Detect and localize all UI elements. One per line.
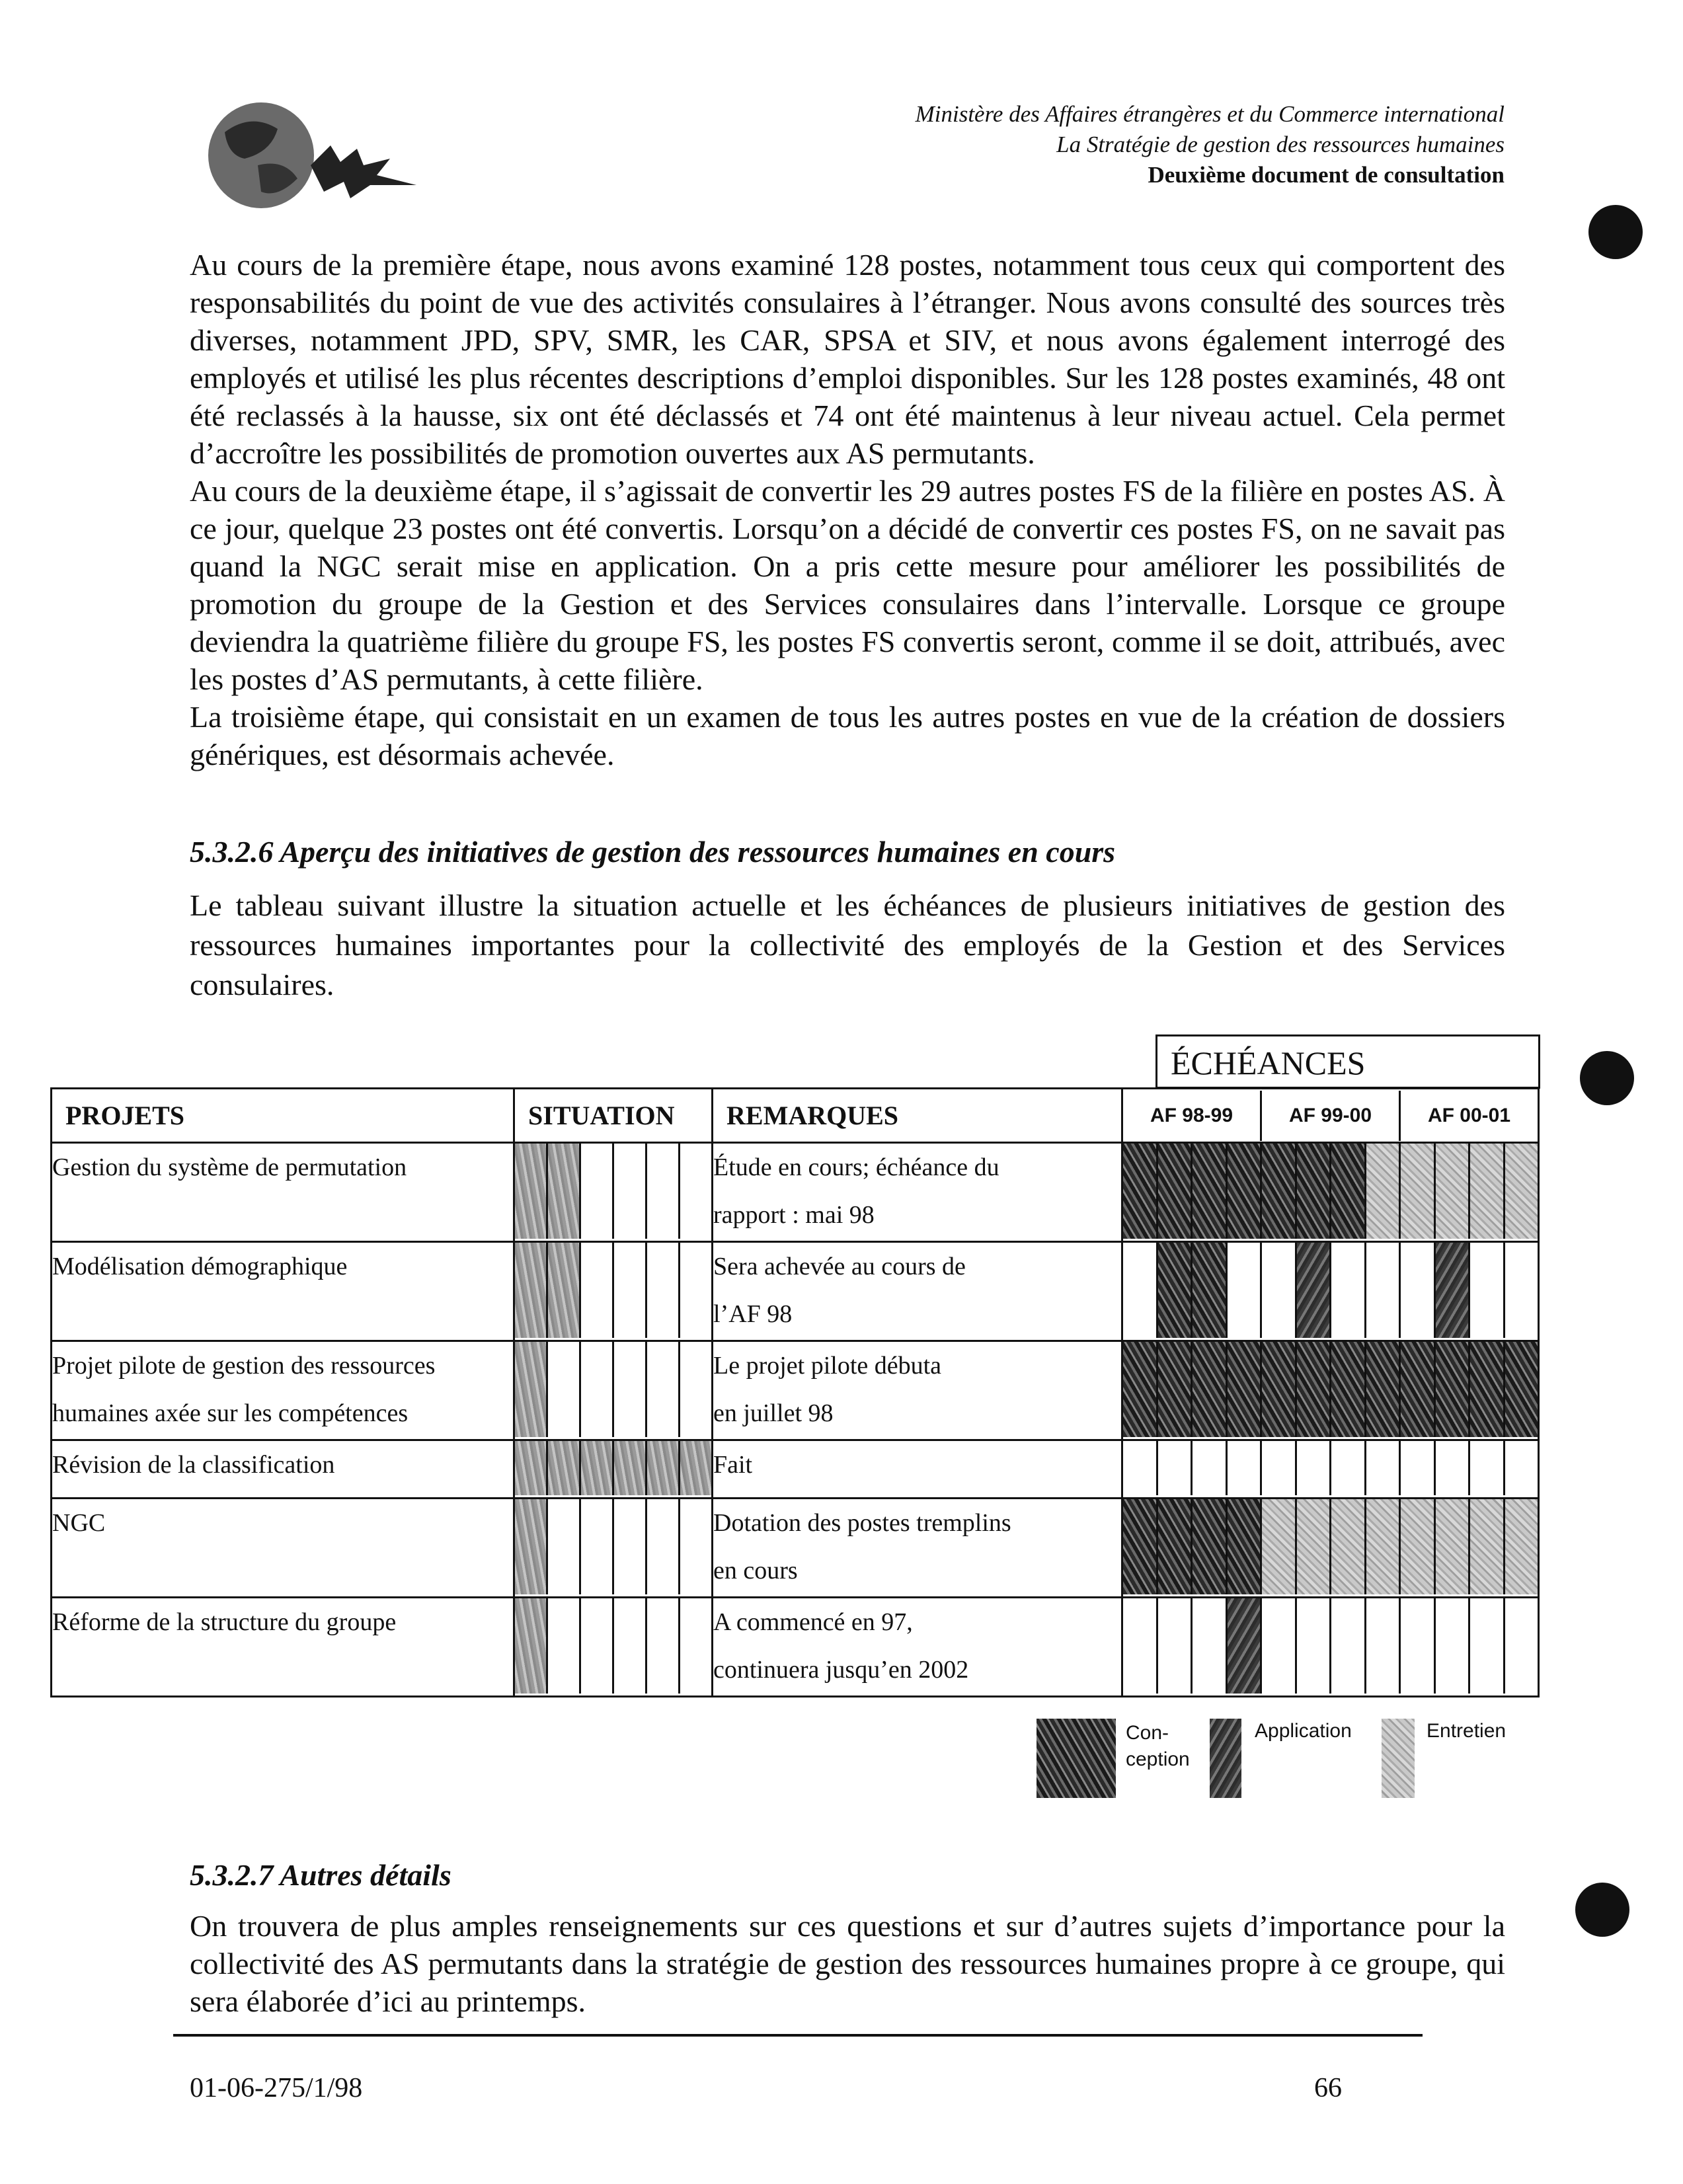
header-ministry: Ministère des Affaires étrangères et du Commerce international — [915, 101, 1505, 127]
legend-label-application: Application — [1255, 1720, 1352, 1742]
ministry-logo — [198, 93, 450, 212]
situation-cell — [514, 1440, 713, 1499]
situation-cell — [514, 1242, 713, 1341]
echeances-header: ÉCHÉANCES — [1155, 1034, 1540, 1089]
legend-swatch-conception — [1037, 1719, 1116, 1798]
table-row — [52, 1143, 1539, 1242]
table-row — [52, 1242, 1539, 1341]
projet-cell: Réforme de la structure du groupe — [52, 1598, 514, 1697]
intro-paragraph — [190, 886, 1505, 1005]
legend-label-conception: Con- ception — [1126, 1722, 1190, 1770]
margin-dot — [1575, 1883, 1629, 1937]
situation-cell — [514, 1341, 713, 1440]
echeance-cell — [1122, 1143, 1539, 1242]
projet-cell: Projet pilote de gestion des ressources humaines axée sur les compétences — [52, 1341, 514, 1440]
echeance-cell — [1122, 1598, 1539, 1697]
page-number: 66 — [1314, 2073, 1342, 2103]
document-header — [916, 99, 1505, 190]
closing-text: On trouvera de plus amples renseignements sur ces questions et sur d’autres sujets d’importance pour la collectivité des AS permutants dans la stratégie de gestion des ressources humaines propre à ce groupe, qui sera élaborée d’ici au printemps. — [190, 1909, 1505, 2018]
header-projets: PROJETS — [52, 1089, 514, 1143]
situation-cell — [514, 1143, 713, 1242]
body-paragraphs — [190, 246, 1505, 773]
legend-swatch-application — [1210, 1719, 1241, 1798]
projet-cell: NGC — [52, 1499, 514, 1598]
header-document: Deuxième document de consultation — [1148, 162, 1505, 188]
intro-text: Le tableau suivant illustre la situation actuelle et les échéances de plusieurs initiatives de gestion des ressources humaines importantes pour la collectivité des employés de la Gestion et des Services consulaires. — [190, 888, 1505, 1001]
remarque-cell: Sera achevée au cours de l’AF 98 — [713, 1242, 1122, 1341]
initiatives-table — [50, 1087, 1540, 1697]
remarque-cell: Dotation des postes tremplins en cours — [713, 1499, 1122, 1598]
echeance-cell — [1122, 1242, 1539, 1341]
section-heading-5326: 5.3.2.6 Aperçu des initiatives de gestion des ressources humaines en cours — [190, 835, 1116, 869]
echeance-cell — [1122, 1341, 1539, 1440]
closing-paragraph — [190, 1907, 1505, 2020]
remarque-cell: Étude en cours; échéance du rapport : mai 98 — [713, 1143, 1122, 1242]
table-row — [52, 1440, 1539, 1499]
remarque-cell: Fait — [713, 1440, 1122, 1499]
header-af-98-99: AF 98-99 — [1123, 1091, 1262, 1141]
echeance-cell — [1122, 1440, 1539, 1499]
remarque-cell: A commencé en 97, continuera jusqu’en 2002 — [713, 1598, 1122, 1697]
echeance-cell — [1122, 1499, 1539, 1598]
paragraph-etape-3: La troisième étape, qui consistait en un examen de tous les autres postes en vue de la création de dossiers génériques, est désormais achevée. — [190, 700, 1505, 771]
footer-reference: 01-06-275/1/98 — [190, 2073, 363, 2103]
paragraph-etape-2: Au cours de la deuxième étape, il s’agissait de convertir les 29 autres postes FS de la filière en postes AS. À ce jour, quelque 23 postes ont été convertis. Lorsqu’on a décidé de convertir ces postes FS, on ne savait pas quand la NGC serait mise en application. On a pris cette mesure pour améliorer les possibilités de promotion du groupe de la Gestion et des Services consulaires dans l’intervalle. Lorsque ce groupe deviendra la quatrième filière du groupe FS, les postes FS convertis seront, comme il se doit, attribués, avec les postes d’AS permutants, à cette filière. — [190, 474, 1505, 696]
legend-label-entretien: Entretien — [1427, 1720, 1507, 1742]
table-row — [52, 1499, 1539, 1598]
footer-rule — [173, 2034, 1423, 2037]
header-remarques: REMARQUES — [713, 1089, 1122, 1143]
header-situation: SITUATION — [514, 1089, 713, 1143]
projet-cell: Modélisation démographique — [52, 1242, 514, 1341]
margin-dot — [1580, 1051, 1634, 1105]
situation-cell — [514, 1598, 713, 1697]
header-af-years — [1122, 1089, 1539, 1143]
header-af-00-01: AF 00-01 — [1427, 1104, 1511, 1126]
table-row — [52, 1341, 1539, 1440]
table-row — [52, 1598, 1539, 1697]
table-header-row — [52, 1089, 1539, 1143]
margin-dot — [1588, 205, 1643, 259]
paragraph-etape-1: Au cours de la première étape, nous avons examiné 128 postes, notamment tous ceux qui comportent des responsabilités du point de vue des activités consulaires à l’étranger. Nous avons consulté des sources très diverses, notamment JPD, SPV, SMR, les CAR, SPSA et SIV, et nous avons également interrogé des employés et utilisé les plus récentes descriptions d’emploi disponibles. Sur les 128 postes examinés, 48 ont été reclassés à la hausse, six ont été déclassés et 74 ont été maintenus à leur niveau actuel. Cela permet d’accroître les possibilités de promotion ouvertes aux AS permutants. — [190, 248, 1505, 470]
situation-cell — [514, 1499, 713, 1598]
header-af-99-00: AF 99-00 — [1262, 1091, 1401, 1141]
projet-cell: Révision de la classification — [52, 1440, 514, 1499]
section-heading-5327: 5.3.2.7 Autres détails — [190, 1858, 451, 1892]
projet-cell: Gestion du système de permutation — [52, 1143, 514, 1242]
remarque-cell: Le projet pilote débuta en juillet 98 — [713, 1341, 1122, 1440]
legend-swatch-entretien — [1382, 1719, 1415, 1798]
header-strategy: La Stratégie de gestion des ressources humaines — [1056, 132, 1505, 157]
